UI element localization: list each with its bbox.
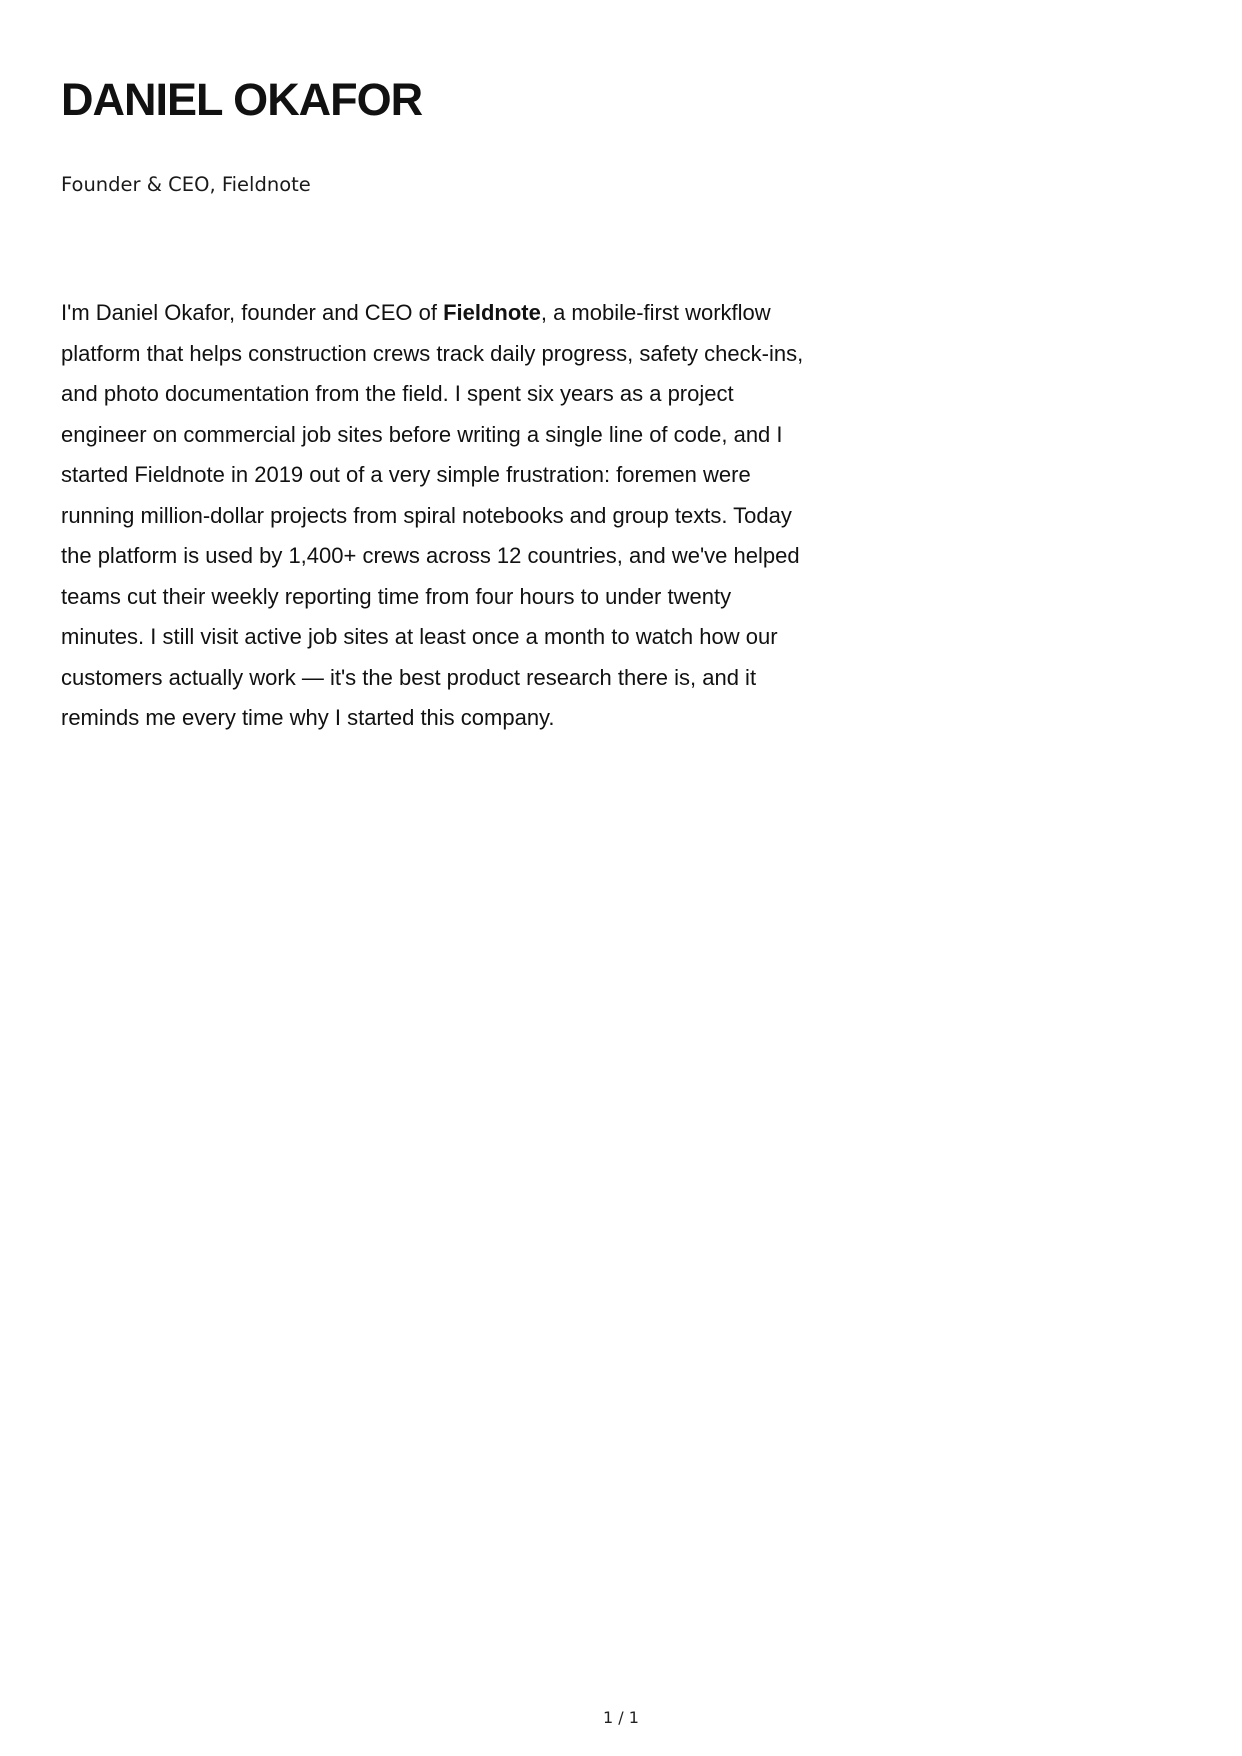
bio-line-1 (61, 293, 843, 334)
bio-line: running million-dollar projects from spiral notebooks and group texts. Today (61, 502, 792, 528)
bio-line: reminds me every time why I started this company. (61, 705, 555, 730)
page-number: 1 / 1 (603, 1708, 639, 1727)
bio-line: engineer on commercial job sites before writing a single line of code, and I (61, 421, 783, 447)
bio-line: customers actually work — it's the best product research there is, and it (61, 664, 757, 690)
bio-line: minutes. I still visit active job sites at least once a month to watch how our (61, 624, 778, 649)
bio-line: started Fieldnote in 2019 out of a very simple frustration: foremen were (61, 462, 751, 487)
profile-role: Founder & CEO, Fieldnote (61, 173, 311, 196)
bio-line: and photo documentation from the field. I spent six years as a project (61, 381, 734, 406)
company-name-bold: Fieldnote (443, 300, 541, 325)
bio-line: teams cut their weekly reporting time from four hours to under twenty (61, 583, 732, 609)
bio-line: platform that helps construction crews track daily progress, safety check-ins, (61, 340, 804, 366)
bio-line-1-end: , a mobile-first workflow (540, 300, 771, 325)
bio-line-1-start: I'm Daniel Okafor, founder and CEO of (61, 300, 444, 325)
bio-paragraph (61, 293, 843, 739)
bio-line: the platform is used by 1,400+ crews across 12 countries, and we've helped (61, 543, 800, 568)
profile-name: DANIEL OKAFOR (61, 74, 423, 125)
